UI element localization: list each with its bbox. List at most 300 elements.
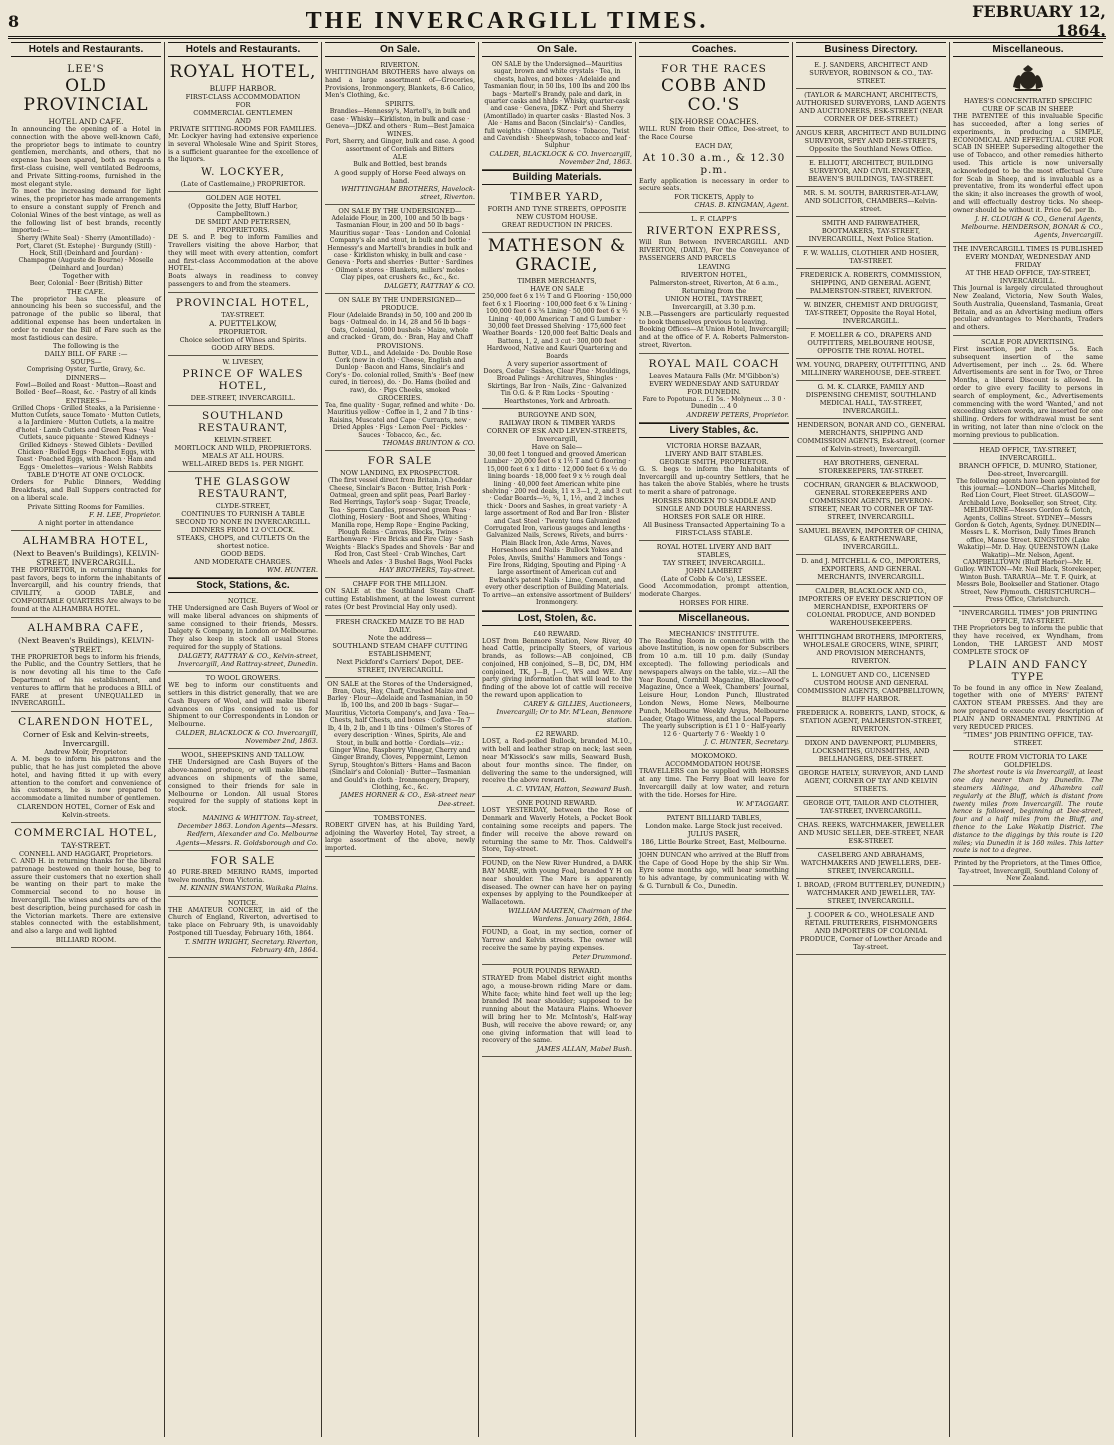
- directory-entry: [796, 359, 946, 381]
- section-heading: On Sale.: [482, 42, 632, 57]
- ad-cracked-maize: [325, 616, 475, 678]
- ad-line: GROCERIES.: [377, 393, 423, 402]
- ad-line: WINES.: [386, 130, 414, 139]
- goods-list: Tea, fine quality · Sugar, refined and white · Do. Mauritius yellow · Coffee in 1, 2 and 7 lb tins · Raisins, Muscatel and Cape · Currants, new · Dried Apples · Figs · Lemon Peel · Pickles · Sauces · Tobacco, &c., &c.: [325, 401, 476, 439]
- column-on-sale-1: [322, 42, 479, 1437]
- ad-title: MECHANICS' INSTITUTE.: [668, 629, 760, 638]
- ad-body: The shortest route is via Invercargill, at least one day nearer than by Dunedin. The steamers Aldinga, and Alhambra call regularly at the Bluff, which is distant from twenty miles from Invercargill. The route hence is followed, beginning at Dee-street, four and a half miles from the Bluff, and thence to the Lake Wakatip District. The distance to the diggings by this route is 120 miles; via Dunedin it is 160 miles. This latter route is not to a degree.: [953, 768, 1103, 855]
- masthead: [8, 2, 1106, 40]
- ad-line: BRANCH OFFICE, D. MUNRO, Stationer, Dee-street, Invercargill.: [958, 461, 1098, 478]
- section-heading: On Sale.: [325, 42, 475, 57]
- directory-entry: [796, 819, 946, 849]
- ad-subtitle: KELVIN-STREET.: [214, 435, 272, 444]
- menu-heading: DINNERS—: [65, 373, 107, 382]
- ad-job-printing: [953, 607, 1103, 751]
- ad-line: GEORGE SMITH, PROPRIETOR.: [659, 457, 769, 466]
- ad-line: HORSES BROKEN TO SADDLE AND SINGLE AND DOUBLE HARNESS.: [652, 496, 776, 513]
- ad-title: THE INVERCARGILL TIMES IS PUBLISHED EVERY MONDAY, WEDNESDAY AND FRIDAY: [953, 245, 1103, 270]
- directory-entry: [796, 555, 946, 585]
- ad-signature: JAMES HORNER & CO., Esk-street near Dee-street.: [340, 791, 475, 808]
- ad-title: NOTICE.: [227, 898, 259, 907]
- entry-text: J. COOPER & CO., WHOLESALE AND RETAIL FRUITERERS, FISHMONGERS AND IMPORTERS OF COLONIAL PRODUCE, Corner of Lowther Arcade and Tay-street.: [800, 911, 942, 951]
- ad-signature: DALGETY, RATTRAY & CO.: [384, 281, 475, 290]
- ad-line: HORSES FOR HIRE.: [679, 598, 749, 607]
- ad-title: SCALE FOR ADVERTISING.: [980, 337, 1076, 346]
- entry-text: SAMUEL BEAVEN, IMPORTER OF CHINA, GLASS, & EARTHENWARE, INVERCARGILL.: [798, 527, 944, 551]
- ad-line: Note the address—: [367, 633, 433, 642]
- ad-signature: M. KINNIN SWANSTON, Waikaka Plains.: [179, 884, 318, 893]
- ad-title: ON SALE BY THE UNDERSIGNED—: [338, 295, 462, 304]
- section-heading: Business Directory.: [796, 42, 946, 57]
- ad-line: ALE: [393, 153, 407, 162]
- ad-brunton-sale: [325, 294, 475, 451]
- goods-list: Bran, Oats, Hay, Chaff, Crushed Maize and Barley · Flour—Adelaide and Tasmanian, in 50 lb, 100 lbs, and 200 lb bags · Sugar—Mauritius, Victoria Company's, and Java · Tea—Chests, half Chests, and boxes · Coffee—In 7 lb, 4 lb, 2 lb, and 1 lb tins · Oilmen's Stores of every description · Wines, Spirits, Ale and Stout, in bulk and bottle · Cordials—viz.: Ginger Wine, Raspberry Vinegar, Cherry and Ginger Brandy, Cloves, Peppermint, Lemon Syrup, Stoughton's Bitters · Hams and Bacon (Sinclair's and Colonial) · Butter—Tasmanian and Gould's in cloth · Ironmongery, Drapery, Clothing, &c., &c.: [325, 687, 475, 791]
- ad-line: GREAT REDUCTION IN PRICES.: [501, 221, 613, 230]
- directory-entry: [796, 479, 946, 525]
- issue-date: FEBRUARY 12, 1864.: [972, 2, 1106, 40]
- ad-line: TABLE D'HOTE AT ONE O'CLOCK.: [27, 471, 145, 480]
- directory-entry: [796, 217, 946, 247]
- directory-entry: [796, 707, 946, 737]
- ad-line: FOR: [235, 101, 251, 109]
- ad-line: PROVISIONS.: [376, 341, 424, 350]
- ad-line: The following is the: [53, 342, 119, 351]
- ad-line: JULIUS PASER,: [687, 829, 741, 838]
- rates-list: The yearly subscription is £1 1 0 · Half-yearly 12 6 · Quarterly 7 6 · Weekly 1 0: [642, 723, 786, 738]
- ad-signature: WILLIAM MARTEN, Chairman of the Wardens. January 26th, 1864.: [508, 907, 632, 924]
- goods-list: To arrive—an extensive assortment of Builders' Ironmongery.: [482, 591, 632, 607]
- directory-entry: [796, 585, 946, 631]
- ad-scab-cure: [953, 59, 1103, 243]
- entry-text: GEORGE HATELY, SURVEYOR, AND LAND AGENT, CORNER OF TAY AND KELVIN STREETS.: [798, 769, 944, 793]
- ad-subtitle: BLUFF HARBOR.: [209, 84, 277, 93]
- ad-horner-stores: [325, 678, 475, 812]
- menu-list: Comprising Oyster, Turtle, Gravy, &c.: [26, 366, 146, 374]
- directory-entry: [796, 909, 946, 955]
- directory-entry: [796, 767, 946, 797]
- menu-heading: ENTREES—: [65, 396, 107, 405]
- ad-subtitle: NOW LANDING, EX PROSPECTOR.: [340, 469, 460, 478]
- ad-subtitle: LIVERY AND BAIT STABLES.: [664, 449, 764, 458]
- ad-title: OLD PROVINCIAL: [23, 76, 149, 115]
- section-heading: Hotels and Restaurants.: [11, 42, 161, 57]
- ad-mechanics-institute: [639, 628, 789, 751]
- ad-subtitle: TAY STREET, INVERCARGILL.: [662, 558, 766, 567]
- goods-list: Doors, Cedar · Sashes, Clear Pine · Mouldings, Broad Palings · Architraves, Shingles · Skirtings, Bar Iron · Nails, Zinc · Galvanized Tin O.G. & P. Rim Locks · Spouting · Hearthstones, York and Arbroath.: [483, 367, 631, 405]
- ad-title: CHAFF FOR THE MILLION.: [352, 580, 448, 589]
- ad-body: LOST from Benmore Station, New River, 40 head Cattle, principally Steers, of various brands, as follows:—AB conjoined, CB conjoined, HB conjoined, S—B, DC, DM, HM conjoined, TK, J—B, J—C, WS and WE. Any party giving information that will lead to the finding of the above lot of cattle will receive the reward upon application to: [482, 636, 632, 700]
- ad-line: A night porter in attendance: [38, 518, 134, 527]
- ad-line: BILLIARD ROOM.: [55, 935, 117, 944]
- goods-list: Bulk and Bottled, best brands: [353, 161, 447, 169]
- ad-line: A. PUETTELKOW,: [209, 318, 277, 328]
- ad-provincial-hotel: [168, 293, 318, 356]
- ad-line: FIRST-CLASS ACCOMMODATION: [185, 93, 301, 101]
- ad-line: RIVERTON HOTEL,: [680, 270, 748, 279]
- royal-crest-icon: [1009, 63, 1047, 93]
- ad-title: MATHESON & GRACIE,: [487, 236, 627, 276]
- ad-body: Booking Offices—At Union Hotel, Invercargill; and at the office of F. A. Roberts Palmerston-street, Riverton.: [639, 325, 789, 349]
- ad-royal-mail-coach: [639, 354, 789, 423]
- ad-merino-rams: [168, 851, 318, 897]
- ad-amateur-concert: [168, 897, 318, 959]
- ad-body: Early application is necessary in order to secure seats.: [639, 176, 789, 193]
- ad-burgoyne: [482, 409, 632, 611]
- goods-list: Port, Sherry, and Ginger, bulk and case. A good assortment of Cordials and Bitters: [325, 138, 475, 153]
- ad-body: In announcing the opening of a Hotel in connection with the above well-known Café, the proprietor begs to intimate to country gentlemen, merchants, and others, that no expense has been spared, both as regards a first-class cuisine, well ventilated Bedrooms, and Private Sitting-rooms, furnished in the most elegant style.: [11, 125, 161, 188]
- entry-text: GEORGE OTT, TAILOR AND CLOTHIER, TAY-STREET, INVERCARGILL.: [803, 799, 939, 815]
- ad-title: PATENT BILLIARD TABLES,: [666, 813, 762, 822]
- ad-line: PROPRIETOR.: [218, 327, 268, 336]
- directory-entry: [796, 329, 946, 359]
- ad-line: CONTINUES TO FURNISH A TABLE SECOND TO NONE IN INVERCARGILL.: [175, 509, 311, 526]
- ad-riverton-express: [639, 213, 789, 353]
- entry-text: DIXON AND DAVENPORT, PLUMBERS, LOCKSMITHS, GUNSMITHS, AND BELLHANGERS, DEE-STREET.: [804, 739, 938, 763]
- ad-line: All Business Transacted Appertaining To a: [642, 520, 786, 529]
- ad-line: CONNELL AND HAGGART, Proprietors.: [18, 849, 154, 858]
- ad-line: Next Pickford's Carriers' Depot, DEE-STREET, INVERCARGILL: [336, 657, 464, 674]
- ad-line: W. LIVESEY,: [222, 357, 264, 366]
- ad-signature: CHAS. B. KINGMAN, Agent.: [694, 201, 789, 210]
- section-heading: Lost, Stolen, &c.: [482, 611, 632, 626]
- entry-text: CALDER, BLACKLOCK AND CO., IMPORTERS OF EVERY DESCRIPTION OF MERCHANDISE, EXPORTERS OF COLONIAL PRODUCE, AND BONDED WAREHOUSEKEEPERS.: [798, 587, 944, 627]
- directory-entry: [796, 247, 946, 269]
- ad-body: JOHN DUNCAN who arrived at the Bluff from the Cape of Good Hope by the ship Sir Wm. Eyre some months ago, will hear something to his advantage, by communicating with W. & G. Turnbull & Co., Dunedin.: [639, 850, 789, 890]
- goods-list: Adelaide Flour, in 200, 100 and 50 lb bags · Tasmanian Flour, in 200 and 50 lb bags · Mauritius sugar · Teas · London and Colonial Company's ale and stout, in bulk and bottle · Hennessy's and Martell's brandies in bulk and case · Kirkliston whisky, in bulk and case · Geneva · Ports and sherries · Butter · Sardines · Oilmen's stores · Blankets, millers' moles · Clay pipes, oat crushers &c., &c., &c.: [326, 215, 474, 282]
- ad-body: THE PATENTEE of this invaluable Specific has succeeded, after a long series of experiments, in producing a SIMPLE, ECONOMICAL AND EFFECTUAL CURE FOR SCAB IN SHEEP. Superseding altogether the use of Tobacco, and other remedies hitherto used. This article is now universally acknowledged to be the most effectual Cure for Scab in Sheep, and is invaluable as a preventative, from its wonderful effect upon the skin; it also increases the growth of wool, and will effectually destroy ticks. No sheep-owner should be without it. Price 6d. per lb.: [953, 112, 1103, 214]
- ad-title: ON SALE at the Stores of the Undersigned,: [327, 679, 473, 688]
- section-heading: Stock, Stations, &c.: [168, 578, 318, 593]
- ad-body: STRAYED from Mabel district eight months ago, a mouse-brown riding Mare or dam. White face; white hind feet well up the leg; branded IM near shoulder; supposed to be running about the Mataura Plains. Whoever will bring her to Mr. McIntosh's, Half-way Bush, will receive the above reward; or, any one giving information that will lead to recovery of the same.: [482, 974, 632, 1045]
- ad-mokomoko: [639, 750, 789, 811]
- ad-subtitle: SIX-HORSE COACHES.: [669, 117, 759, 126]
- ad-body: First insertion, per inch ... 5s. Each subsequent insertion of the same Advertisement, per inch ... 2s. 6d. Where Advertisements are sent in for Two, or Three Months, a liberal Discount is allowed. In order to give every facility to persons in search of employment, &c., Advertisements commencing with the word 'Wanted,' and not exceeding sixteen words, are inserted for one shilling. Orders for withdrawal must be sent in writing, not later than nine o'clock on the morning previous to publication.: [953, 344, 1103, 439]
- ad-body: 40 PURE-BRED MERINO RAMS, imported twelve months, from Victoria.: [168, 867, 318, 884]
- ad-title: TIMBER YARD,: [510, 191, 604, 204]
- ad-title: W. LOCKYER,: [201, 166, 285, 179]
- ad-title: ROYAL MAIL COACH: [648, 357, 780, 370]
- ad-title: ONE POUND REWARD.: [517, 799, 597, 808]
- entry-text: HAY BROTHERS, GENERAL STOREKEEPERS, TAY-STREET.: [818, 459, 924, 475]
- ad-40-reward: [482, 628, 632, 729]
- ad-body: THE Undersigned are Cash Buyers of the above-named produce, or will make liberal advances on shipments of the same, consigned to their friends for sale in Melbourne or London. All usual Stores required for the supply of stations kept in stock.: [168, 758, 318, 814]
- goods-list: Flour (Adelaide Brands) in 50, 100 and 200 lb bags · Oatmeal do. in 14, 28 and 56 lb bags · Oats, Colonial, 5000 bushels · Maize, whole and cracked · Gram, do. · Bran, Hay and Chaff: [327, 311, 473, 342]
- directory-entry: [796, 849, 946, 879]
- ad-line: CORNER OF ESK AND LEVEN-STREETS, Invercargill,: [486, 426, 628, 443]
- ad-title: HAYES'S CONCENTRATED SPECIFIC CURE OF SCAB IN SHEEP.: [963, 97, 1093, 114]
- directory-entry: [796, 457, 946, 479]
- ad-lees-hotel: [11, 59, 161, 531]
- column-coaches: [636, 42, 793, 1437]
- ad-body: Mr. Lockyer having had extensive experience in several Wholesale Wine and Spirit Stores, is a sufficient guarantee for the excellence of the liquors.: [168, 132, 318, 164]
- ad-body: THE AMATEUR CONCERT, in aid of the Church of England, Riverton, advertised to take place on February 9th, is unavoidably Postponed till Tuesday, February 16th, 1864.: [168, 905, 318, 937]
- ad-royal-livery: [639, 541, 789, 611]
- ad-signature: A. C. VIVIAN, Hatton, Seaward Bush.: [507, 785, 632, 794]
- ad-body: To meet the increasing demand for light wines, the proprietor has made arrangements to ensure a constant supply of French and Colonial Wines of the best vintage, as well as the following list of best brands, recently imported:—: [11, 187, 161, 235]
- ad-line: Invercargill, at 3.30 p.m.: [672, 302, 756, 311]
- directory-entry: [796, 381, 946, 419]
- ad-body: THE Undersigned are Cash Buyers of Wool or will make liberal advances on shipments of same consigned to their friends, Messrs. Dalgety & Company, in London or Melbourne. They also keep in stock all usual Stores required for the supply of Stations.: [168, 603, 318, 651]
- ad-line: AND MODERATE CHARGES.: [194, 557, 292, 566]
- ad-body: Orders for Public Dinners, Wedding Breakfasts, and Ball Suppers contracted for on a liberal scale.: [11, 478, 161, 502]
- directory-entry: [796, 737, 946, 767]
- ad-body: FOUND, on the New River Hundred, a DARK BAY MARE, with young Foal, branded Y H on near shoulder. The Mare is apparently diseased. The owner can have her on paying expenses by applying to the Poundkeeper at Wallacetown.: [482, 859, 632, 907]
- ad-body: FOUND, a Goat, in my section, corner of Yarrow and Kelvin streets. The owner will receive the same by paying expenses.: [482, 928, 632, 953]
- ad-advertising-scale: [953, 336, 1103, 444]
- entry-text: FREDERICK A. ROBERTS, COMMISSION, SHIPPING, AND GENERAL AGENT, PALMERSTON-STREET, RIVERTON.: [800, 271, 942, 295]
- ad-route-goldfields: [953, 751, 1103, 886]
- ad-glasgow-restaurant: [168, 472, 318, 578]
- ad-line: DE SMIDT AND PETERSEN, PROPRIETORS.: [195, 218, 291, 235]
- ad-title: RIVERTON.: [380, 61, 420, 69]
- ad-line: A very superior assortment of: [507, 359, 607, 368]
- entry-text: (TAYLOR & MARCHANT, ARCHITECTS, AUTHORISED SURVEYORS, LAND AGENTS AND AUCTIONEERS, ESK-STREET (NEAR CORNER OF DEE-STREET.): [796, 91, 946, 123]
- ad-wool-growers: [168, 672, 318, 749]
- directory-entry: [796, 187, 946, 217]
- entry-text: WHITTINGHAM BROTHERS, IMPORTERS, WHOLESALE GROCERS, WINE, SPIRIT, AND PROVISION MERCHANTS, RIVERTON.: [798, 633, 944, 665]
- ad-signature: CALDER, BLACKLOCK & CO. Invercargill, November 2nd, 1863.: [489, 149, 632, 167]
- ad-wool-sheepskins: [168, 749, 318, 850]
- ad-title: NOTICE.: [227, 596, 259, 605]
- ad-body: DE S. and P. beg to inform Families and Travellers visiting the above Harbor, that they will meet with every attention, comfort and first-class Accommodation at the above HOTEL.: [168, 233, 318, 273]
- directory-entry: [796, 269, 946, 299]
- entry-text: MR. S. M. SOUTH, BARRISTER-AT-LAW, AND SOLICITOR, CHAMBERS—Kelvin-street.: [803, 189, 939, 213]
- ad-title: TOMBSTONES.: [373, 813, 427, 822]
- section-heading: Building Materials.: [482, 170, 632, 185]
- ad-head-office: [953, 444, 1103, 608]
- ad-line: MORTLOCK AND WILD, PROPRIETORS.: [174, 443, 312, 452]
- section-heading: Miscellaneous.: [639, 611, 789, 626]
- ad-commercial-hotel: [11, 823, 161, 948]
- ad-matheson-gracie: [482, 233, 632, 409]
- ad-line: WELL-AIRED BEDS 1s. PER NIGHT.: [182, 459, 304, 468]
- entry-text: F. MOELLER & CO., DRAPERS AND OUTFITTERS, MELBOURNE HOUSE, OPPOSITE THE ROYAL HOTEL.: [807, 331, 935, 355]
- ad-line: DINNERS FROM 12 O'CLOCK.: [190, 525, 296, 534]
- ad-body: N.B.—Passengers are particularly requested to book themselves previous to leaving.: [639, 309, 789, 326]
- directory-entry: [796, 419, 946, 457]
- ad-subtitle: ACCOMMODATION HOUSE.: [665, 760, 763, 769]
- ad-line: EACH DAY,: [695, 141, 733, 150]
- divider: [953, 857, 1103, 858]
- ad-subtitle: (Next Beaven's Buildings), KELVIN-STREET.: [18, 635, 154, 654]
- ad-body: TRAVELLERS can be supplied with HORSES at any time. The Ferry Boat will leave for Invercargill daily at low water, and return with the tide. Horses for Hire.: [639, 767, 789, 799]
- ad-title: LEE'S: [67, 63, 105, 75]
- ad-body: THE PROPRIETOR begs to inform his friends, the Public, and the Country Settlers, that he is now devoting all his time to the Cafe Department of his establishment, and ventures to affirm that he produces a BILL of FARE at present UNEQUALLED in INVERCARGILL.: [11, 652, 161, 708]
- ad-billiard-tables: [639, 812, 789, 850]
- ad-timber-yard: [482, 187, 632, 233]
- ad-line: PRODUCE.: [381, 303, 419, 312]
- ad-found-mare: [482, 858, 632, 927]
- ad-signature: DALGETY, RATTRAY & CO., Kelvin-street, Invercargill, And Rattray-street, Dunedin.: [177, 651, 318, 668]
- ad-title: ALHAMBRA CAFE,: [27, 621, 145, 634]
- ad-line: EVERY WEDNESDAY AND SATURDAY: [649, 379, 779, 388]
- entry-text: W. BINZER, CHEMIST AND DRUGGIST, TAY-STREET, Opposite the Royal Hotel, INVERCARGILL.: [803, 301, 939, 325]
- ad-subtitle: CLYDE-STREET,: [215, 501, 271, 510]
- entry-text: CASELBERG AND ABRAHAMS, WATCHMAKERS AND JEWELLERS, DEE-STREET, INVERCARGILL.: [800, 851, 942, 875]
- entry-text: G. M. K. CLARKE, FAMILY AND DISPENSING CHEMIST, SOUTHLAND MEDICAL HALL, TAY-STREET, INVERCARGILL.: [805, 383, 937, 415]
- goods-list: Butter, V.D.L., and Adelaide · Do. Double Rose Cork (new in cloth) · Cheese, English and Dunlop · Bacon and Hams, Sinclair's and Cory's · Do. colonial rolled, Smith's · Beef (new cured, in tierces), do. · Do. Hams (boiled and raw), do. · Pigs Cheeks, smoked: [326, 349, 474, 394]
- ad-line: PRIVATE SITTING-ROOMS FOR FAMILIES.: [169, 125, 317, 133]
- ad-signature: MANING & WHITTON. Tay-street, December 1863. London Agents—Messrs. Redfern, Alexander and Co. Melbourne Agents—Messrs. R. Goldsborough and Co.: [176, 813, 318, 847]
- ad-title: ROYAL HOTEL,: [169, 62, 317, 82]
- ad-line: L. F. CLAPP'S: [691, 215, 737, 224]
- column-hotels-1: [8, 42, 165, 1437]
- ad-dalgety-sale: [325, 205, 475, 294]
- ad-signature: J. H. CLOUGH & CO., General Agents, Melbourne. HENDERSON, BONAR & CO., Agents, Invercargill.: [961, 214, 1103, 239]
- ad-chaff: [325, 578, 475, 615]
- ad-victoria-bazaar: [639, 440, 789, 541]
- ad-whittingham: [325, 59, 475, 205]
- ad-title: MOKOMOKO.: [690, 752, 738, 761]
- section-heading: Coaches.: [639, 42, 789, 57]
- entry-text: CHAS. REEKS, WATCHMAKER, JEWELLER AND MUSIC SELLER, DEE-STREET, NEAR ESK-STREET.: [797, 821, 945, 845]
- ad-line: London make. Large Stock just received.: [645, 821, 783, 830]
- page-number: 8: [8, 11, 20, 31]
- ad-body: WE beg to inform our constituents and settlers in this district generally, that we are Cash Buyers of Wool, and will make liberal advances on clips consigned to us for Shipment to our Correspondents in London or Melbourne.: [168, 681, 318, 729]
- ad-line: At 10.30 a.m., & 12.30 p.m.: [642, 151, 786, 176]
- fare-list: Fare to Popotuna ... £1 5s. · Molyneux ... 3 0 · Dunedin ... 4 0: [642, 395, 786, 411]
- ad-title: FOR SALE: [210, 854, 276, 867]
- ad-line: GOOD AIRY BEDS.: [211, 343, 275, 352]
- ad-title: ROYAL HOTEL LIVERY AND BAIT STABLES,: [656, 542, 772, 559]
- directory-entry: [796, 525, 946, 555]
- ad-line: FOR TICKETS, Apply to: [674, 193, 754, 202]
- ad-line: "TIMES" JOB PRINTING OFFICE, TAY-STREET.: [963, 731, 1093, 748]
- ad-signature: F. H. LEE, Proprietor.: [89, 510, 161, 519]
- ad-signature: J. C. HUNTER, Secretary.: [704, 738, 789, 747]
- ad-title: COBB AND CO.'S: [660, 76, 768, 115]
- ad-signature: W. M'TAGGART.: [736, 799, 789, 808]
- ad-title: THE GLASGOW RESTAURANT,: [194, 475, 292, 500]
- ad-one-pound-reward: [482, 797, 632, 858]
- ad-body: The Reading Room in connection with the above Institution, is now open for Subscribers from 10 a.m. till 10 p.m. daily (Sunday excepted). The following periodicals and newspapers always on the table, viz.:—All the Year Round, Cornhill Magazine, Blackwood's Magazine, Once a Week, Chambers' Journal, Leisure Hour, London Punch, Illustrated London News, Home News, Melbourne Punch, Melbourne Weekly Argus, Melbourne Leader, Otago Witness, and the Local Papers.: [639, 636, 789, 723]
- beer-list: Beer, Colonial · Beer (British) Bitter: [29, 280, 143, 288]
- ad-line: Returning from the: [681, 286, 747, 295]
- entry-text: D. and J. MITCHELL & CO., IMPORTERS, EXPORTERS, AND GENERAL MERCHANTS, INVERCARGILL.: [801, 557, 941, 581]
- newspaper-title: THE INVERCARGILL TIMES.: [305, 7, 709, 34]
- ad-hay-brothers: [325, 451, 475, 578]
- ad-title: RIVERTON EXPRESS,: [646, 225, 782, 238]
- ad-subtitle: (Opposite the Jetty, Bluff Harbor, Campbelltown.): [188, 202, 298, 219]
- ad-line: Private Sitting Rooms for Families.: [27, 502, 145, 511]
- wine-list: Sherry (White Seal) · Sherry (Amontillado) · Port, Claret (St. Estephe) · Burgundy (Still) · Hock, Still (Deinhard and Jourdan) · Champagne (Auguste de Bourne) · Moselle (Deinhard and Jourdan): [16, 235, 156, 272]
- ad-cobb-coaches: [639, 59, 789, 213]
- directory-entry: [796, 157, 946, 187]
- ad-subtitle: Corner of Esk and Kelvin-streets, Invercargill.: [22, 730, 150, 749]
- ad-line: AND: [235, 117, 251, 125]
- ad-line: Andrew Moir, Proprietor.: [44, 748, 128, 757]
- entry-text: SMITH AND FAIRWEATHER, BOOTMAKERS, TAY-STREET, INVERCARGILL, Next Police Station.: [808, 219, 934, 243]
- ad-royal-hotel: [168, 59, 318, 192]
- ad-line: FOR DUNEDIN.: [687, 387, 741, 396]
- ad-line: STEAKS, CHOPS, and CUTLETS On the shortest notice.: [176, 533, 310, 550]
- directory-entry: [796, 797, 946, 819]
- ad-signature: CAREY & GILLIES, Auctioneers, Invercargill; Or to Mr. M'Lean, Benmore station.: [496, 699, 632, 725]
- ad-title: SOUTHLAND RESTAURANT,: [197, 409, 289, 434]
- ad-line: (Late of Castlemaine,) PROPRIETOR.: [180, 180, 306, 189]
- ad-calder-sale: [482, 59, 632, 170]
- ad-alhambra-cafe: [11, 618, 161, 713]
- ad-body: Good Accommodation, prompt attention, moderate Charges.: [639, 581, 789, 598]
- ad-body: Boats always in readiness to convey passengers to and from the steamers.: [168, 272, 318, 288]
- entry-text: F. W. WALLIS, CLOTHIER AND HOSIER, TAY-STREET.: [802, 249, 940, 265]
- ad-subtitle: RAILWAY IRON & TIMBER YARDS: [498, 418, 616, 427]
- ad-body: To be found in any office in New Zealand, together with one of MYERS' PATENT CAXTON STEAM PRESSES. And they are now prepared to execute every description of PLAIN AND ORNAMENTAL PRINTING At very REDUCED PRICES.: [953, 683, 1103, 731]
- ad-title: HEAD OFFICE, TAY-STREET, INVERCARGILL.: [979, 445, 1077, 462]
- entry-text: E. ELLIOTT, ARCHITECT, BUILDING SURVEYOR, AND CIVIL ENGINEER, BEAVEN'S BUILDINGS, TAY-STREET.: [807, 159, 935, 183]
- directory-entry: [796, 299, 946, 329]
- directory-entry: [796, 631, 946, 669]
- ad-title: FOR SALE: [367, 455, 433, 468]
- ad-line: DAILY BILL OF FARE :—: [44, 350, 128, 359]
- ad-line: LEAVING: [697, 262, 731, 271]
- ad-signature: HAY BROTHERS, Tay-street.: [379, 566, 475, 575]
- ad-body: ROBERT GIVEN has, at his Building Yard, adjoining the Waverley Hotel, Tay street, a large assortment of the above, newly imported.: [325, 820, 475, 853]
- entry-text: I. BROAD, (FROM BUTTERLEY, DUNEDIN,) WATCHMAKER AND JEWELLER, TAY-STREET, INVERCARGILL.: [797, 881, 945, 905]
- agents-list: The following agents have been appointed for this journal:— LONDON—Charles Mitchell, Red Lion Court, Fleet Street. GLASGOW—Archibald Love, Bookseller, son Street, City. MELBOURNE—Messrs Gordon & Gotch, Agents, Collins Street. SYDNEY—Messrs Gordon & Gotch, Agents, Sydney. DUNEDIN—Messrs L. K. Morrison, Daily Times Branch office, Manse Street. KINGSTON (Lake Wakatip)—Mr. D. Hay. QUEENSTOWN (Lake Wakatip)—Mr. Nelson, Agent. CAMPBELLTOWN (Bluff Harbor)—Mr. H. Gulloy. WINTON—Mr. Neil Black, Storekeeper, Winton Bush. TARARUA—Mr. T. F. Quirk, at Messrs Bole, Bookseller and Stationer. Otago Street, New Plymouth. CHRISTCHURCH—Press Office, Christchurch.: [954, 477, 1102, 604]
- ad-signature: T. SMITH WRIGHT, Secretary. Riverton, February 4th, 1864.: [184, 937, 318, 954]
- ad-title: BURGOYNE AND SON,: [517, 410, 597, 419]
- directory-entry: [796, 879, 946, 909]
- ad-title: ON SALE BY THE UNDERSIGNED—: [338, 207, 462, 216]
- ad-title: ALHAMBRA HOTEL,: [22, 534, 150, 547]
- ad-times-published: [953, 243, 1103, 336]
- ad-line: Leaves Mataura Falls (Mr. M'Gibbon's): [648, 371, 780, 380]
- column-on-sale-2: [479, 42, 636, 1437]
- ad-prince-of-wales: [168, 356, 318, 406]
- ad-line: FIRST-CLASS STABLE.: [675, 528, 753, 537]
- section-heading: Hotels and Restaurants.: [168, 42, 318, 57]
- ad-subtitle: TAY-STREET.: [61, 840, 111, 850]
- ad-line: A good supply of Horse Feed always on hand.: [334, 168, 466, 185]
- column-miscellaneous: [950, 42, 1106, 1437]
- ad-title: WOOL, SHEEPSKINS AND TALLOW.: [181, 751, 305, 760]
- ad-line: MEALS AT ALL HOURS.: [202, 451, 284, 460]
- ad-body: G. S. begs to inform the Inhabitants of Invercargill and up-country Settlers, that he has taken the above Stables, where he trusts to merit a share of patronage.: [639, 464, 789, 497]
- ad-signature: THOMAS BRUNTON & CO.: [382, 438, 475, 447]
- ad-body: THE Proprietors beg to inform the public that they have received, ex Wyndham, from London, THE LARGEST AND MOST COMPLETE STOCK OF: [953, 624, 1103, 656]
- ad-body: C. AND H. in returning thanks for the liberal patronage bestowed on their house, beg to assure their customers that no exertion shall be wanting on their part to make the Commercial second to no house in Invercargill. The wines and spirits are of the best description, being purchased for cash in the Victorian markets. There are extensive stables connected with the establishment, and also a large and well lighted: [11, 856, 161, 936]
- ad-title: CLARENDON HOTEL,: [18, 716, 154, 729]
- ad-clarendon-hotel: [11, 712, 161, 823]
- ad-title: PROVINCIAL HOTEL,: [175, 296, 311, 309]
- ad-title: GOLDEN AGE HOTEL: [205, 194, 281, 203]
- ad-body: This Journal is largely circulated throughout New Zealand, Victoria, New South Wales, South Australia, Queensland, Tasmania, Great Britain, and as an Advertising medium offers peculiar advantages to Merchants, Traders and others.: [953, 284, 1103, 332]
- ad-line: SOUTHLAND STEAM CHAFF CUTTING ESTABLISHMENT,: [332, 641, 468, 658]
- printer-imprint: Printed by the Proprietors, at the Times Office, Tay-street, Invercargill, Southland Colony of New Zealand.: [954, 860, 1102, 882]
- directory-entry: [796, 669, 946, 707]
- ad-line: Together with: [62, 272, 110, 281]
- ad-subtitle: TAY-STREET.: [221, 310, 265, 319]
- menu-list: Fowl—Boiled and Roast · Mutton—Roast and Boiled · Beef—Roast, &c. · Pastry of all kinds: [15, 381, 157, 397]
- section-heading: Miscellaneous.: [953, 42, 1103, 57]
- ad-signature: WM. HUNTER.: [266, 565, 318, 574]
- entry-text: HENDERSON, BONAR AND CO., GENERAL MERCHANTS, SHIPPING AND COMMISSION AGENTS, Esk-street, (corner of Kelvin-street), Invercargill.: [797, 421, 945, 453]
- menu-heading: SOUPS—: [70, 358, 102, 367]
- ad-body: WILL RUN from their Office, Dee-street, to the Race Course: [639, 125, 789, 141]
- ad-line: Have on Sale—: [531, 442, 583, 451]
- ad-title: £2 REWARD.: [535, 730, 579, 739]
- ad-line: THE CAFE.: [66, 287, 106, 296]
- ad-title: ROUTE FROM VICTORIA TO LAKE GOLDFIELDS.: [968, 753, 1088, 770]
- ad-line: 186, Little Bourke Street, East, Melbourne.: [641, 837, 787, 846]
- directory-entry: [796, 89, 946, 127]
- ad-four-pounds-reward: [482, 965, 632, 1057]
- ad-subtitle: HOTEL AND CAFE.: [48, 117, 124, 126]
- ad-found-goat: [482, 927, 632, 965]
- ad-title: VICTORIA HORSE BAZAAR,: [666, 441, 762, 450]
- ad-golden-age-hotel: [168, 192, 318, 293]
